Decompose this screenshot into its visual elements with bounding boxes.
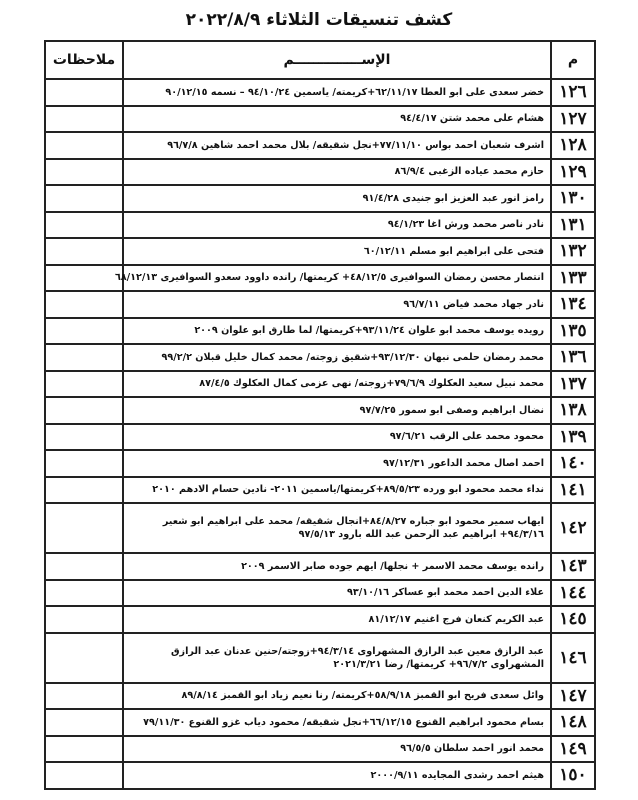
table-row [45,265,595,292]
row-notes [45,606,123,633]
table-row [45,318,595,345]
row-number: ١٣٦ [551,344,595,371]
row-name: محمد انور احمد سلطان ٩٦/٥/٥ [123,736,551,763]
row-number: ١٤١ [551,477,595,504]
row-name: نداء محمد محمود ابو ورده ٨٩/٥/٢٣+كريمتها/ياسمين ٢٠١١- نادين حسام الادهم ٢٠١٠ [123,477,551,504]
row-number: ١٢٨ [551,132,595,159]
row-name: فتحى على ابراهيم ابو مسلم ٦٠/١٢/١١ [123,238,551,265]
row-name: عبد الرازق معين عبد الرازق المشهراوى ٩٤/٣/١٤+زوجته/حنين عدنان عبد الرازق المشهراوى ٩٦/٧/٢+ كريمتها/ رضا ٢٠٢١/٣/٢١ [123,633,551,683]
row-notes [45,265,123,292]
table-row [45,683,595,710]
page-title: كشف تنسيقات الثلاثاء ٢٠٢٢/٨/٩ [185,10,453,30]
row-name: علاء الدين احمد محمد ابو عساكر ٩٣/١٠/١٦ [123,580,551,607]
table-row [45,344,595,371]
row-number: ١٢٦ [551,79,595,106]
row-number: ١٣٤ [551,291,595,318]
table-body [45,79,595,789]
row-name: نضال ابراهيم وصفى ابو سمور ٩٧/٧/٢٥ [123,397,551,424]
row-number: ١٤٨ [551,709,595,736]
row-name: اشرف شعبان احمد بواس ٧٧/١١/١٠+نجل شقيقه/ بلال محمد احمد شاهين ٩٦/٧/٨ [123,132,551,159]
row-number: ١٢٧ [551,106,595,133]
row-notes [45,212,123,239]
row-notes [45,424,123,451]
row-name: هيثم احمد رشدى المجايده ٢٠٠٠/٩/١١ [123,762,551,789]
row-notes [45,185,123,212]
table-row [45,397,595,424]
row-number: ١٤٠ [551,450,595,477]
row-name: محمود محمد على الرقب ٩٧/٦/٢١ [123,424,551,451]
row-notes [45,553,123,580]
row-notes [45,344,123,371]
table-row [45,762,595,789]
row-notes [45,762,123,789]
row-number: ١٣٣ [551,265,595,292]
row-notes [45,79,123,106]
table-row [45,238,595,265]
table-row [45,633,595,683]
row-number: ١٣٠ [551,185,595,212]
table-row [45,606,595,633]
row-name: خضر سعدى على ابو العطا ٦٢/١١/١٧+كريمته/ ياسمين ٩٤/١٠/٢٤ – نسمه ٩٠/١٢/١٥ [123,79,551,106]
row-notes [45,159,123,186]
table-row [45,159,595,186]
row-notes [45,477,123,504]
row-name: ايهاب سمير محمود ابو جباره ٨٤/٨/٢٧+انجال شقيقه/ محمد على ابراهيم ابو شعير ٩٤/٣/١٦+ ابراهيم عبد الرحمن عبد الله بارود ٩٧/٥/١٣ [123,503,551,553]
row-number: ١٤٢ [551,503,595,553]
row-name: احمد اصال محمد الداعور ٩٧/١٢/٣١ [123,450,551,477]
row-name: نادر جهاد محمد فياض ٩٦/٧/١١ [123,291,551,318]
row-number: ١٢٩ [551,159,595,186]
row-notes [45,291,123,318]
row-number: ١٣٨ [551,397,595,424]
table-row [45,212,595,239]
row-notes [45,580,123,607]
row-notes [45,736,123,763]
row-notes [45,371,123,398]
row-name: محمد نبيل سعيد العكلوك ٧٩/٦/٩+زوجته/ نهى عزمى كمال العكلوك ٨٧/٤/٥ [123,371,551,398]
table-row [45,291,595,318]
row-name: بسام محمود ابراهيم القنوع ٦٦/١٢/١٥+نجل شقيقه/ محمود دياب غزو القنوع ٧٩/١١/٣٠ [123,709,551,736]
row-name: هشام على محمد شتن ٩٤/٤/١٧ [123,106,551,133]
header-number: م [551,41,595,79]
row-number: ١٣٢ [551,238,595,265]
row-name: محمد رمضان حلمى نبهان ٩٣/١٢/٣٠+شقيق زوجته/ محمد كمال خليل قبلان ٩٩/٢/٢ [123,344,551,371]
table-row [45,185,595,212]
names-table [44,40,596,790]
row-notes [45,503,123,553]
row-number: ١٣١ [551,212,595,239]
table-row [45,736,595,763]
row-notes [45,709,123,736]
table-row [45,79,595,106]
row-name: نادر ناصر محمد ورش اغا ٩٤/١/٢٣ [123,212,551,239]
row-number: ١٤٧ [551,683,595,710]
row-number: ١٤٩ [551,736,595,763]
table-row [45,450,595,477]
row-number: ١٤٤ [551,580,595,607]
row-notes [45,683,123,710]
row-number: ١٤٣ [551,553,595,580]
row-name: رويده يوسف محمد ابو علوان ٩٣/١١/٢٤+كريمتها/ لما طارق ابو علوان ٢٠٠٩ [123,318,551,345]
row-name: حازم محمد عياده الزغبى ٨٦/٩/٤ [123,159,551,186]
row-number: ١٤٥ [551,606,595,633]
table-header-row [45,41,595,79]
row-number: ١٣٥ [551,318,595,345]
row-name: انتصار محسن رمضان السوافيرى ٤٨/١٢/٥+ كريمتها/ رانده داوود سعدو السوافيرى ٦٨/١٢/١٣ [123,265,551,292]
row-number: ١٤٦ [551,633,595,683]
table-row [45,709,595,736]
table-row [45,477,595,504]
table-row [45,580,595,607]
table-row [45,371,595,398]
row-notes [45,106,123,133]
header-notes: ملاحظات [45,41,123,79]
row-notes [45,450,123,477]
row-notes [45,238,123,265]
row-name: وائل سعدى فريح ابو القمبز ٥٨/٩/١٨+كريمته/ رنا نعيم زياد ابو القمبز ٨٩/٨/١٤ [123,683,551,710]
row-notes [45,633,123,683]
table-row [45,132,595,159]
row-name: رانده يوسف محمد الاسمر + نجلها/ ايهم جوده صابر الاسمر ٢٠٠٩ [123,553,551,580]
row-name: عبد الكريم كنعان فرج اغنيم ٨١/١٢/١٧ [123,606,551,633]
table-row [45,553,595,580]
row-name: رامز انور عبد العزيز ابو جنيدى ٩١/٤/٢٨ [123,185,551,212]
row-number: ١٣٩ [551,424,595,451]
table-row [45,424,595,451]
row-number: ١٣٧ [551,371,595,398]
header-name: الإســــــــــــــم [123,41,551,79]
row-notes [45,132,123,159]
table-row [45,106,595,133]
row-notes [45,318,123,345]
row-notes [45,397,123,424]
table-row [45,503,595,553]
row-number: ١٥٠ [551,762,595,789]
